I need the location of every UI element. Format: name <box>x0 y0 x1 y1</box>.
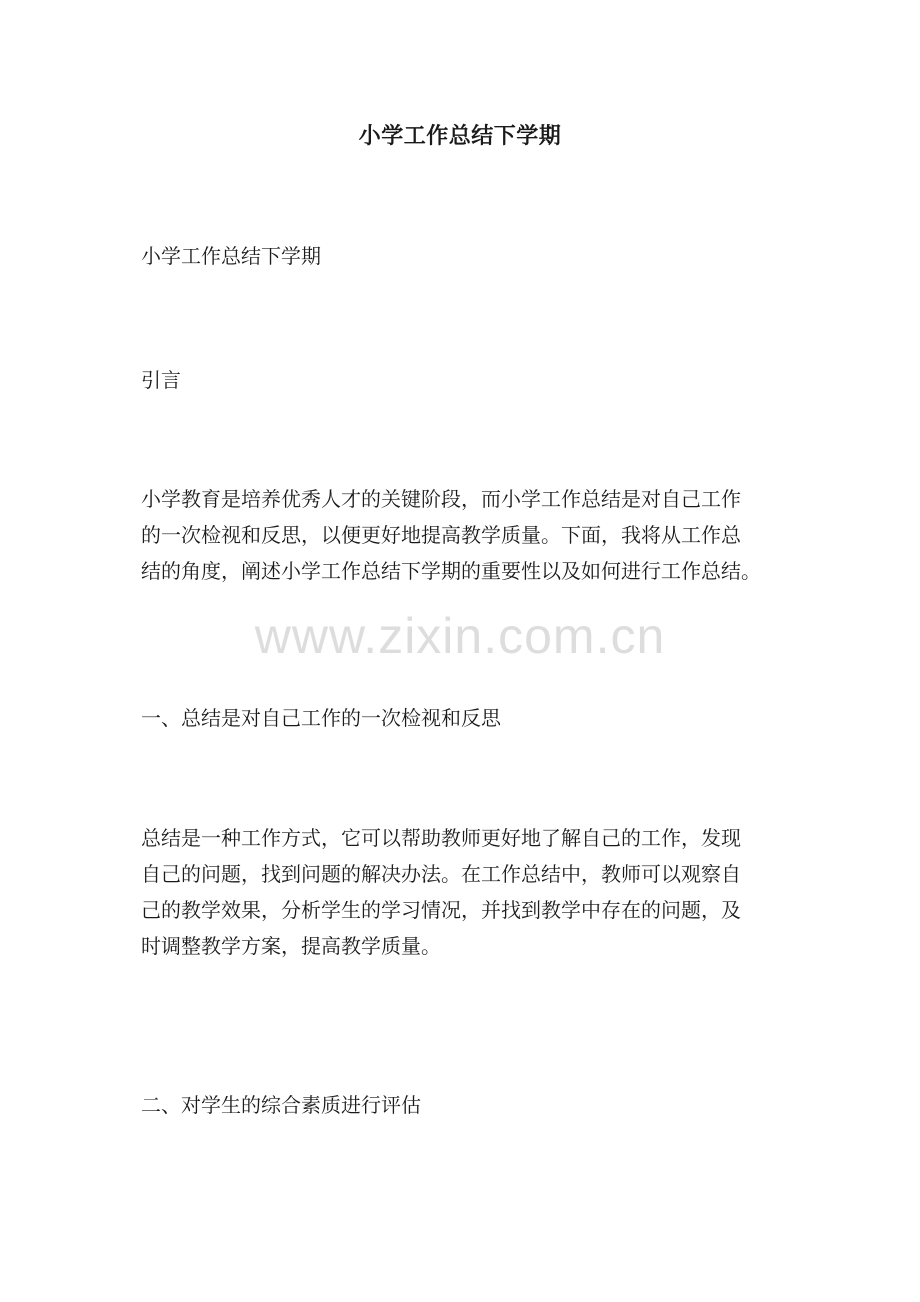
section1-line: 时调整教学方案，提高教学质量。 <box>141 934 441 958</box>
section1-line: 自己的问题，找到问题的解决办法。在工作总结中，教师可以观察自 <box>141 862 741 886</box>
section2-heading: 二、对学生的综合素质进行评估 <box>141 1093 421 1117</box>
intro-line: 小学教育是培养优秀人才的关键阶段，而小学工作总结是对自己工作 <box>141 487 741 511</box>
document-subtitle: 小学工作总结下学期 <box>141 244 321 268</box>
intro-paragraph <box>141 481 801 589</box>
section1-line: 己的教学效果，分析学生的学习情况，并找到教学中存在的问题，及 <box>141 898 741 922</box>
section1-paragraph <box>141 820 801 964</box>
section1-line: 总结是一种工作方式，它可以帮助教师更好地了解自己的工作，发现 <box>141 826 741 850</box>
section1-heading: 一、总结是对自己工作的一次检视和反思 <box>141 706 501 730</box>
watermark: www.zixin.com.cn <box>254 608 666 664</box>
intro-line: 结的角度，阐述小学工作总结下学期的重要性以及如何进行工作总结。 <box>141 559 761 583</box>
intro-line: 的一次检视和反思，以便更好地提高教学质量。下面，我将从工作总 <box>141 523 741 547</box>
document-title: 小学工作总结下学期 <box>358 123 562 149</box>
intro-heading: 引言 <box>141 368 181 392</box>
